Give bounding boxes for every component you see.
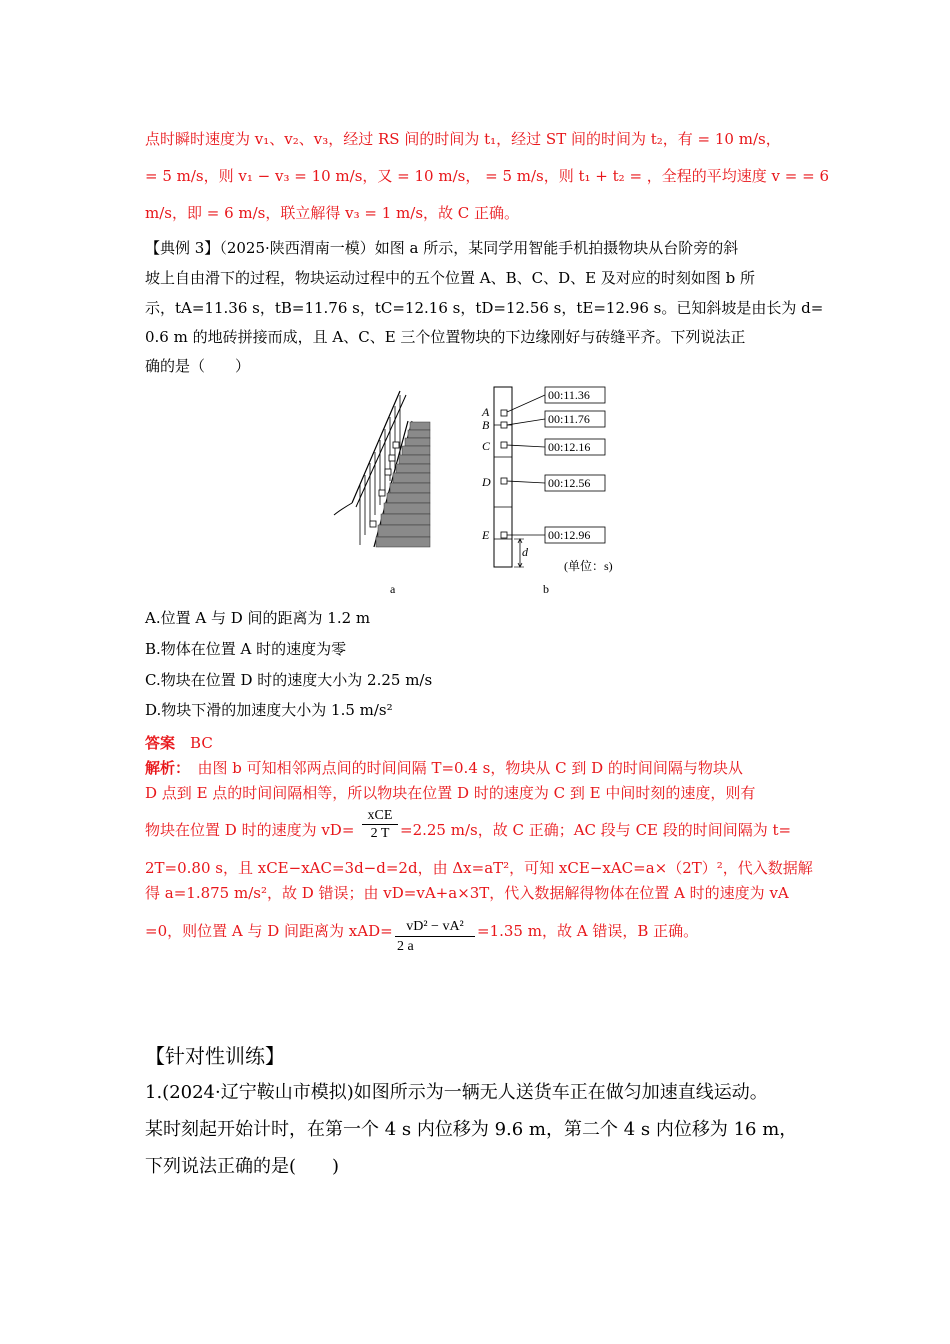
figure-a-label: a	[390, 582, 396, 596]
analysis-line-3-post: =2.25 m/s，故 C 正确；AC 段与 CE 段的时间间隔为 t=	[400, 821, 792, 839]
point-label-b: B	[482, 418, 490, 432]
training-header: 【针对性训练】	[145, 1044, 285, 1068]
point-label-c: C	[482, 439, 491, 453]
time-a: 00:11.36	[548, 388, 590, 402]
point-label-e: E	[482, 528, 490, 542]
option-d: D.物块下滑的加速度大小为 1.5 m/s²	[145, 701, 393, 719]
analysis-line-3-pre: 物块在位置 D 时的速度为 vD=	[145, 821, 355, 839]
example-line-2: 坡上自由滑下的过程，物块运动过程中的五个位置 A、B、C、D、E 及对应的时刻如图 b 所	[145, 269, 755, 287]
answer-label: 答案	[145, 734, 176, 752]
answer-line	[145, 733, 213, 753]
example-source: （2025·陕西渭南一模）	[219, 239, 375, 257]
fraction-vd	[362, 808, 398, 843]
option-c: C.物块在位置 D 时的速度大小为 2.25 m/s	[145, 671, 433, 689]
example-line-3: 示，tA=11.36 s，tB=11.76 s，tC=12.16 s，tD=12.56 s，tE=12.96 s。已知斜坡是由长为 d=	[145, 299, 824, 317]
point-label-d: D	[482, 475, 491, 489]
question-1-line-2: 某时刻起开始计时，在第一个 4 s 内位移为 9.6 m，第二个 4 s 内位移为 16 m，	[145, 1119, 798, 1140]
analysis-line-6-pre: =0，则位置 A 与 D 间距离为 xAD=	[145, 922, 393, 940]
staircase-figure	[330, 385, 440, 555]
analysis-line-5: 得 a=1.875 m/s²，故 D 错误；由 vD=vA+a×3T，代入数据解得物体在位置 A 时的速度为 vA	[145, 884, 789, 902]
analysis-line-6-post: =1.35 m，故 A 错误，B 正确。	[477, 922, 699, 940]
fraction-vd-denominator: 2 T	[370, 826, 390, 841]
fraction-vd-numerator: xCE	[362, 808, 398, 825]
fraction-xad-denominator: 2 a	[397, 939, 414, 954]
analysis-line-2: D 点到 E 点的时间间隔相等，所以物块在位置 D 时的速度为 C 到 E 中间时刻的速度，则有	[145, 784, 756, 802]
time-e: 00:12.96	[548, 528, 591, 542]
prev-solution-line-2: = 5 m/s，则 v₁ − v₃ = 10 m/s，又 = 10 m/s， = 5 m/s，则 t₁ + t₂ = ，全程的平均速度 v = = 6	[145, 167, 830, 185]
example-line-4: 0.6 m 的地砖拼接而成，且 A、C、E 三个位置物块的下边缘刚好与砖缝平齐。下列说法正	[145, 328, 746, 346]
option-a: A.位置 A 与 D 间的距离为 1.2 m	[145, 609, 371, 627]
example-tag: 【典例 3】	[145, 239, 220, 257]
point-label-a: A	[482, 405, 490, 419]
analysis-line-1-text: 由图 b 可知相邻两点间的时间间隔 T=0.4 s，物块从 C 到 D 的时间间隔与物块从	[197, 759, 743, 777]
timing-figure	[478, 385, 628, 575]
prev-solution-line-1: 点时瞬时速度为 v₁、v₂、v₃，经过 RS 间的时间为 t₁，经过 ST 间的时间为 t₂，有 = 10 m/s，	[145, 130, 781, 148]
question-1-line-1: 1.(2024·辽宁鞍山市模拟)如图所示为一辆无人送货车正在做匀加速直线运动。	[145, 1082, 768, 1103]
analysis-label: 解析：	[145, 759, 183, 777]
example-line-1-rest: 如图 a 所示，某同学用智能手机拍摄物块从台阶旁的斜	[374, 239, 739, 257]
time-c: 00:12.16	[548, 440, 591, 454]
time-b: 00:11.76	[548, 412, 590, 426]
prev-solution-line-3: m/s，即 = 6 m/s，联立解得 v₃ = 1 m/s，故 C 正确。	[145, 204, 520, 222]
fraction-xad-numerator: vD² − vA²	[395, 918, 475, 937]
unit-label: (单位：s)	[564, 559, 613, 573]
example-line-5: 确的是（ ）	[145, 357, 251, 375]
figure-b-label: b	[543, 582, 549, 596]
fraction-xad	[395, 918, 475, 957]
question-1-line-3: 下列说法正确的是( )	[145, 1156, 340, 1177]
answer-value: BC	[190, 734, 213, 752]
example-line-1	[145, 238, 738, 258]
time-d: 00:12.56	[548, 476, 591, 490]
analysis-line-1	[145, 758, 743, 778]
analysis-line-4: 2T=0.80 s，且 xCE−xAC=3d−d=2d，由 Δx=aT²，可知 xCE−xAC=a×（2T）²，代入数据解	[145, 859, 813, 877]
option-b: B.物体在位置 A 时的速度为零	[145, 640, 347, 658]
d-label: d	[522, 545, 528, 559]
